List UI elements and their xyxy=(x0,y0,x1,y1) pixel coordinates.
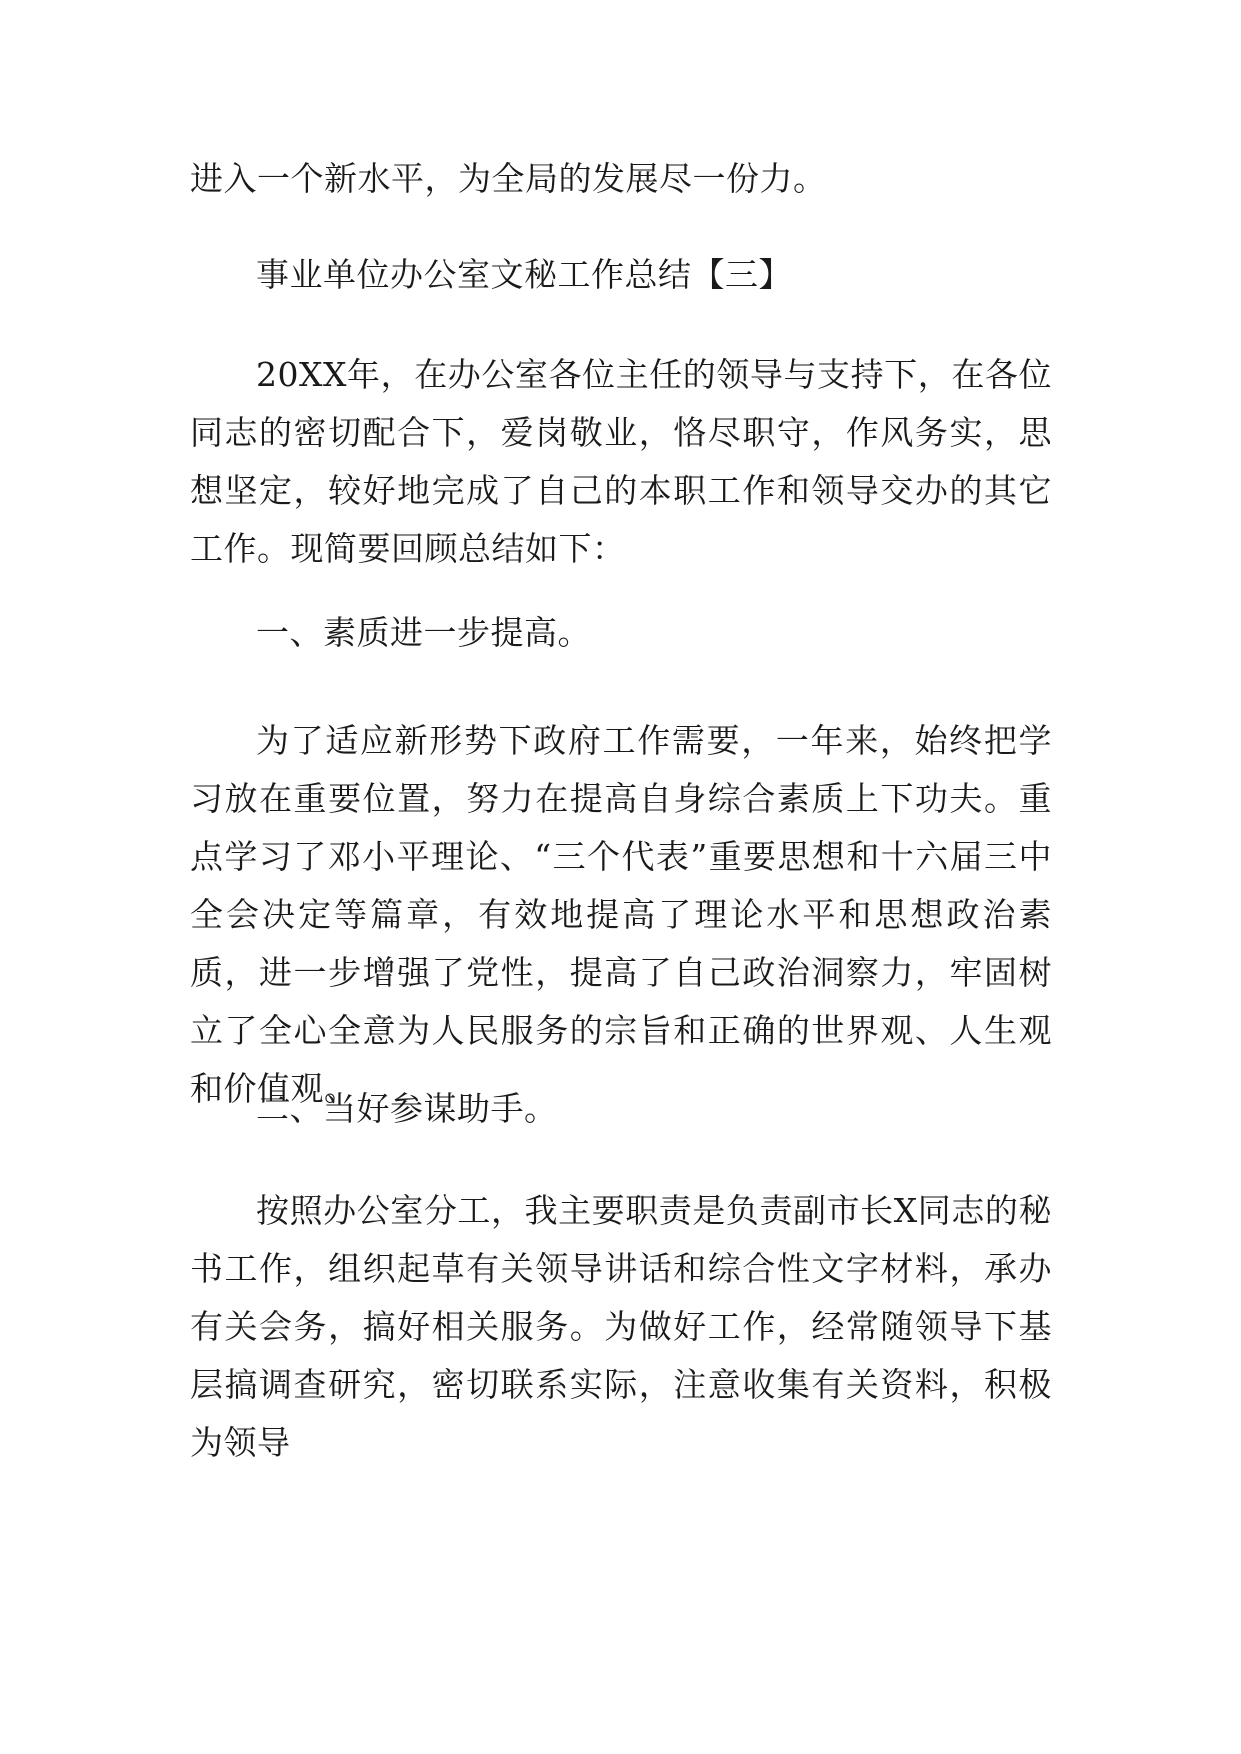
paragraph-assistant: 按照办公室分工，我主要职责是负责副市长X同志的秘书工作，组织起草有关领导讲话和综合性文字材料，承办有关会务，搞好相关服务。为做好工作，经常随领导下基层搞调查研究，密切联系实际，注意收集有关资料，积极为领导 xyxy=(190,1191,1052,1462)
paragraph-quality: 为了适应新形势下政府工作需要，一年来，始终把学习放在重要位置，努力在提高自身综合素质上下功夫。重点学习了邓小平理论、“三个代表”重要思想和十六届三中全会决定等篇章，有效地提高了理论水平和思想政治素质，进一步增强了党性，提高了自己政治洞察力，牢固树立了全心全意为人民服务的宗旨和正确的世界观、人生观和价值观。 xyxy=(190,721,1052,1108)
paragraph-continuation: 进入一个新水平，为全局的发展尽一份力。 xyxy=(190,159,827,198)
subheading-assistant: 二、当好参谋助手。 xyxy=(256,1089,558,1128)
section-heading: 事业单位办公室文秘工作总结【三】 xyxy=(256,255,792,294)
paragraph-intro: 20XX年，在办公室各位主任的领导与支持下，在各位同志的密切配合下，爱岗敬业，恪尽职守，作风务实，思想坚定，较好地完成了自己的本职工作和领导交办的其它工作。现简要回顾总结如下： xyxy=(190,355,1052,568)
subheading-quality: 一、素质进一步提高。 xyxy=(256,613,591,652)
